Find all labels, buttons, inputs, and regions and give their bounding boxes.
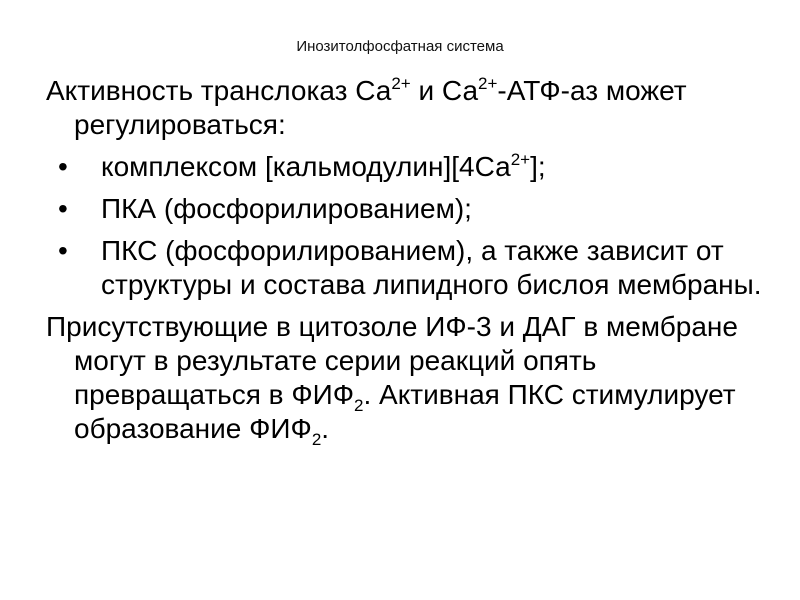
intro-text-1: Активность транслоказ Са xyxy=(46,75,392,106)
bullet-text-end: ]; xyxy=(530,151,546,182)
slide-body xyxy=(46,74,766,454)
bullet-text: комплексом [кальмодулин][4Са xyxy=(101,151,511,182)
outro-subscript-1: 2 xyxy=(354,396,364,415)
bullet-item-pka xyxy=(46,192,766,226)
bullet-superscript: 2+ xyxy=(510,150,531,169)
slide-title: Инозитолфосфатная система xyxy=(296,38,504,55)
outro-text-2: . Активная ПКС стимулирует образование ФИФ xyxy=(74,379,736,444)
bullet-icon: • xyxy=(58,193,68,224)
bullet-item-pkc xyxy=(46,234,766,302)
bullet-item-calmodulin xyxy=(46,150,766,184)
intro-text-3: -АТФ-аз может регулироваться: xyxy=(74,75,687,140)
intro-superscript-1: 2+ xyxy=(391,74,411,93)
intro-paragraph xyxy=(46,74,766,142)
bullet-text: ПКС (фосфорилированием), а также зависит от структуры и состава липидного бислоя мембраны. xyxy=(101,235,762,300)
bullet-icon: • xyxy=(58,151,68,182)
outro-paragraph xyxy=(46,310,766,449)
intro-superscript-2: 2+ xyxy=(478,74,498,93)
outro-text-3: . xyxy=(321,413,330,444)
intro-text-2: и Са xyxy=(410,75,479,106)
outro-text-1: Присутствующие в цитозоле ИФ-3 и ДАГ в мембране могут в результате серии реакций опять превращаться в ФИФ xyxy=(46,311,738,410)
bullet-icon: • xyxy=(58,235,68,266)
outro-subscript-2: 2 xyxy=(311,430,322,449)
bullet-text: ПКА (фосфорилированием); xyxy=(101,193,472,224)
